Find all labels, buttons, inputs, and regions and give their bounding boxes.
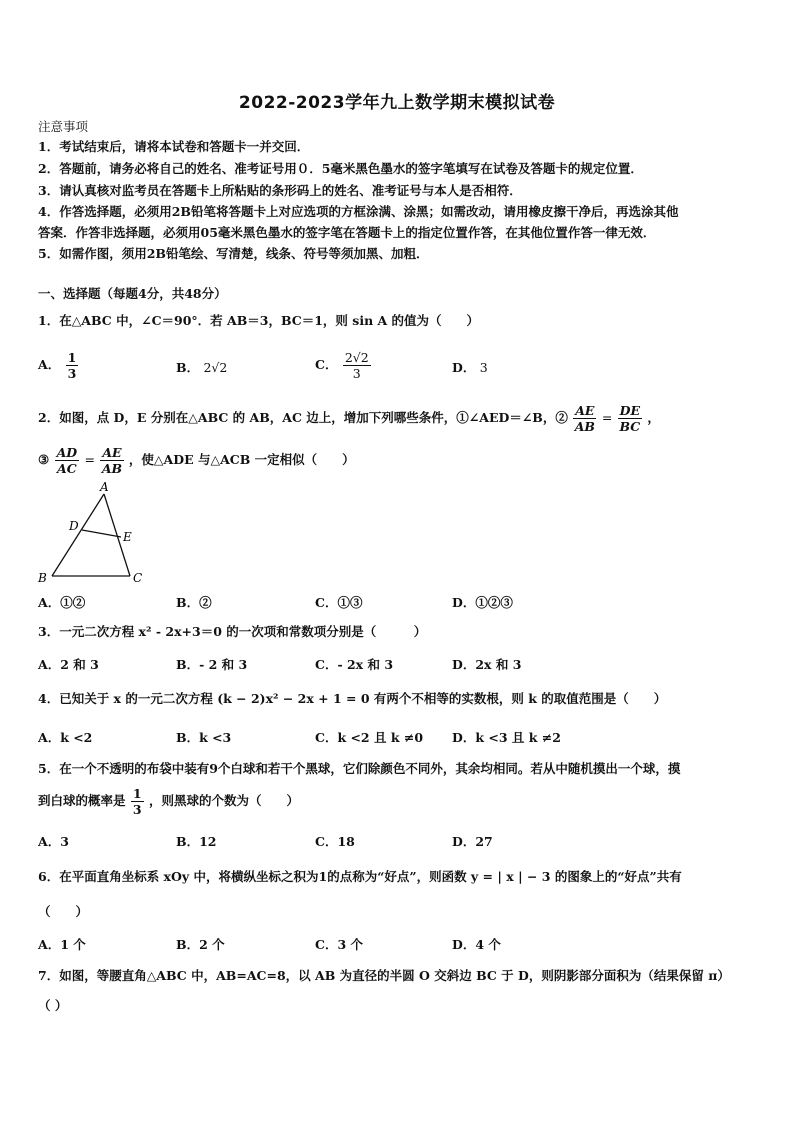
side-ab — [52, 494, 104, 576]
triangle-figure — [34, 480, 154, 590]
q3-options — [38, 655, 758, 675]
q4-option-a: A．k <2 — [38, 730, 93, 745]
question-6-line-1: 6．在平面直角坐标系 xOy 中，将横纵坐标之积为1的点称为“好点”，则函数 y = | x | − 3 的图象上的“好点”共有 — [38, 869, 682, 884]
q2-option-a: A．①② — [38, 595, 86, 610]
q4-option-b: B．k <3 — [176, 730, 232, 745]
q4-options — [38, 728, 758, 748]
question-2-line-2: ③ $\frac{AD}{AC}$ = $\frac{AE}{AB}$ ，使△ADE 与△ACB 一定相似（ ） — [38, 445, 355, 476]
q6-option-c: C．3 个 — [315, 937, 363, 952]
question-4: 4．已知关于 x 的一元二次方程 (k − 2)x² − 2x + 1 = 0 有两个不相等的实数根，则 k 的取值范围是（ ） — [38, 691, 667, 706]
q6-option-a: A．1 个 — [38, 937, 86, 952]
label-e: E — [123, 530, 132, 544]
q3-option-b: B．- 2 和 3 — [176, 657, 248, 672]
notice-item: 4．作答选择题，必须用2B铅笔将答题卡上对应选项的方框涂满、涂黑；如需改动，请用橡皮擦干净后，再选涂其他 — [38, 204, 679, 219]
q5-options — [38, 832, 758, 852]
section-heading: 一、选择题（每题4分，共48分） — [38, 286, 227, 301]
label-c: C — [133, 571, 143, 585]
q1-option-d: D． 3 — [452, 360, 488, 375]
notice-item: 2．答题前，请务必将自己的姓名、准考证号用０．5毫米黑色墨水的签字笔填写在试卷及答题卡的规定位置． — [38, 161, 643, 176]
label-d: D — [69, 519, 79, 533]
notice-heading: 注意事项 — [38, 119, 89, 134]
q6-option-b: B．2 个 — [176, 937, 225, 952]
label-b: B — [38, 571, 47, 585]
q2-option-c: C．①③ — [315, 595, 363, 610]
q3-option-d: D．2x 和 3 — [452, 657, 522, 672]
q6-option-d: D．4 个 — [452, 937, 501, 952]
question-5-line-2: 到白球的概率是 $\frac{1}{3}$ ，则黑球的个数为（ ） — [38, 786, 299, 817]
q3-option-a: A．2 和 3 — [38, 657, 99, 672]
question-3: 3．一元二次方程 x² - 2x+3＝0 的一次项和常数项分别是（ ） — [38, 624, 427, 639]
question-2-line-1: 2．如图，点 D，E 分别在△ABC 的 AB，AC 边上，增加下列哪些条件，①∠AED＝∠B，② $\frac{AE}{AB}$ = $\frac{DE}{BC}$ ， — [38, 403, 660, 434]
question-5-line-1: 5．在一个不透明的布袋中装有9个白球和若干个黑球，它们除颜色不同外，其余均相同。若从中随机摸出一个球，摸 — [38, 761, 681, 776]
q5-option-c: C．18 — [315, 834, 355, 849]
question-1: 1．在△ABC 中，∠C＝90°．若 AB＝3，BC＝1，则 sin A 的值为（ ） — [38, 313, 480, 328]
q1-option-a: A． $\frac{1}{3}$ — [38, 350, 77, 381]
q6-options — [38, 935, 758, 955]
page-title: 2022-2023学年九上数学期末模拟试卷 — [238, 93, 556, 113]
notice-item: 3．请认真核对监考员在答题卡上所粘贴的条形码上的姓名、准考证号与本人是否相符． — [38, 183, 522, 198]
q2-option-d: D．①②③ — [452, 595, 513, 610]
q5-option-b: B．12 — [176, 834, 217, 849]
q5-option-d: D．27 — [452, 834, 493, 849]
q2-option-b: B．② — [176, 595, 212, 610]
question-7-line-2: （ ） — [38, 998, 68, 1013]
question-6-line-2: （ ） — [38, 904, 89, 919]
q4-option-c: C．k <2 且 k ≠0 — [315, 730, 424, 745]
q2-options — [38, 593, 758, 613]
q1-option-b: B． 2√2 — [176, 360, 228, 375]
notice-item: 答案．作答非选择题，必须用05毫米黑色墨水的签字笔在答题卡上的指定位置作答，在其他位置作答一律无效． — [38, 225, 656, 240]
label-a: A — [100, 480, 109, 494]
q3-option-c: C．- 2x 和 3 — [315, 657, 394, 672]
notice-item: 1．考试结束后，请将本试卷和答题卡一并交回． — [38, 139, 310, 154]
q5-option-a: A．3 — [38, 834, 69, 849]
q4-option-d: D．k <3 且 k ≠2 — [452, 730, 561, 745]
question-7-line-1: 7．如图，等腰直角△ABC 中，AB=AC=8，以 AB 为直径的半圆 O 交斜边 BC 于 D，则阴影部分面积为（结果保留 π） — [38, 968, 730, 983]
notice-item: 5．如需作图，须用2B铅笔绘、写清楚，线条、符号等须加黑、加粗． — [38, 246, 429, 261]
q1-options — [38, 350, 758, 381]
q1-option-c: C． $\frac{2√2}{3}$ — [315, 350, 369, 381]
